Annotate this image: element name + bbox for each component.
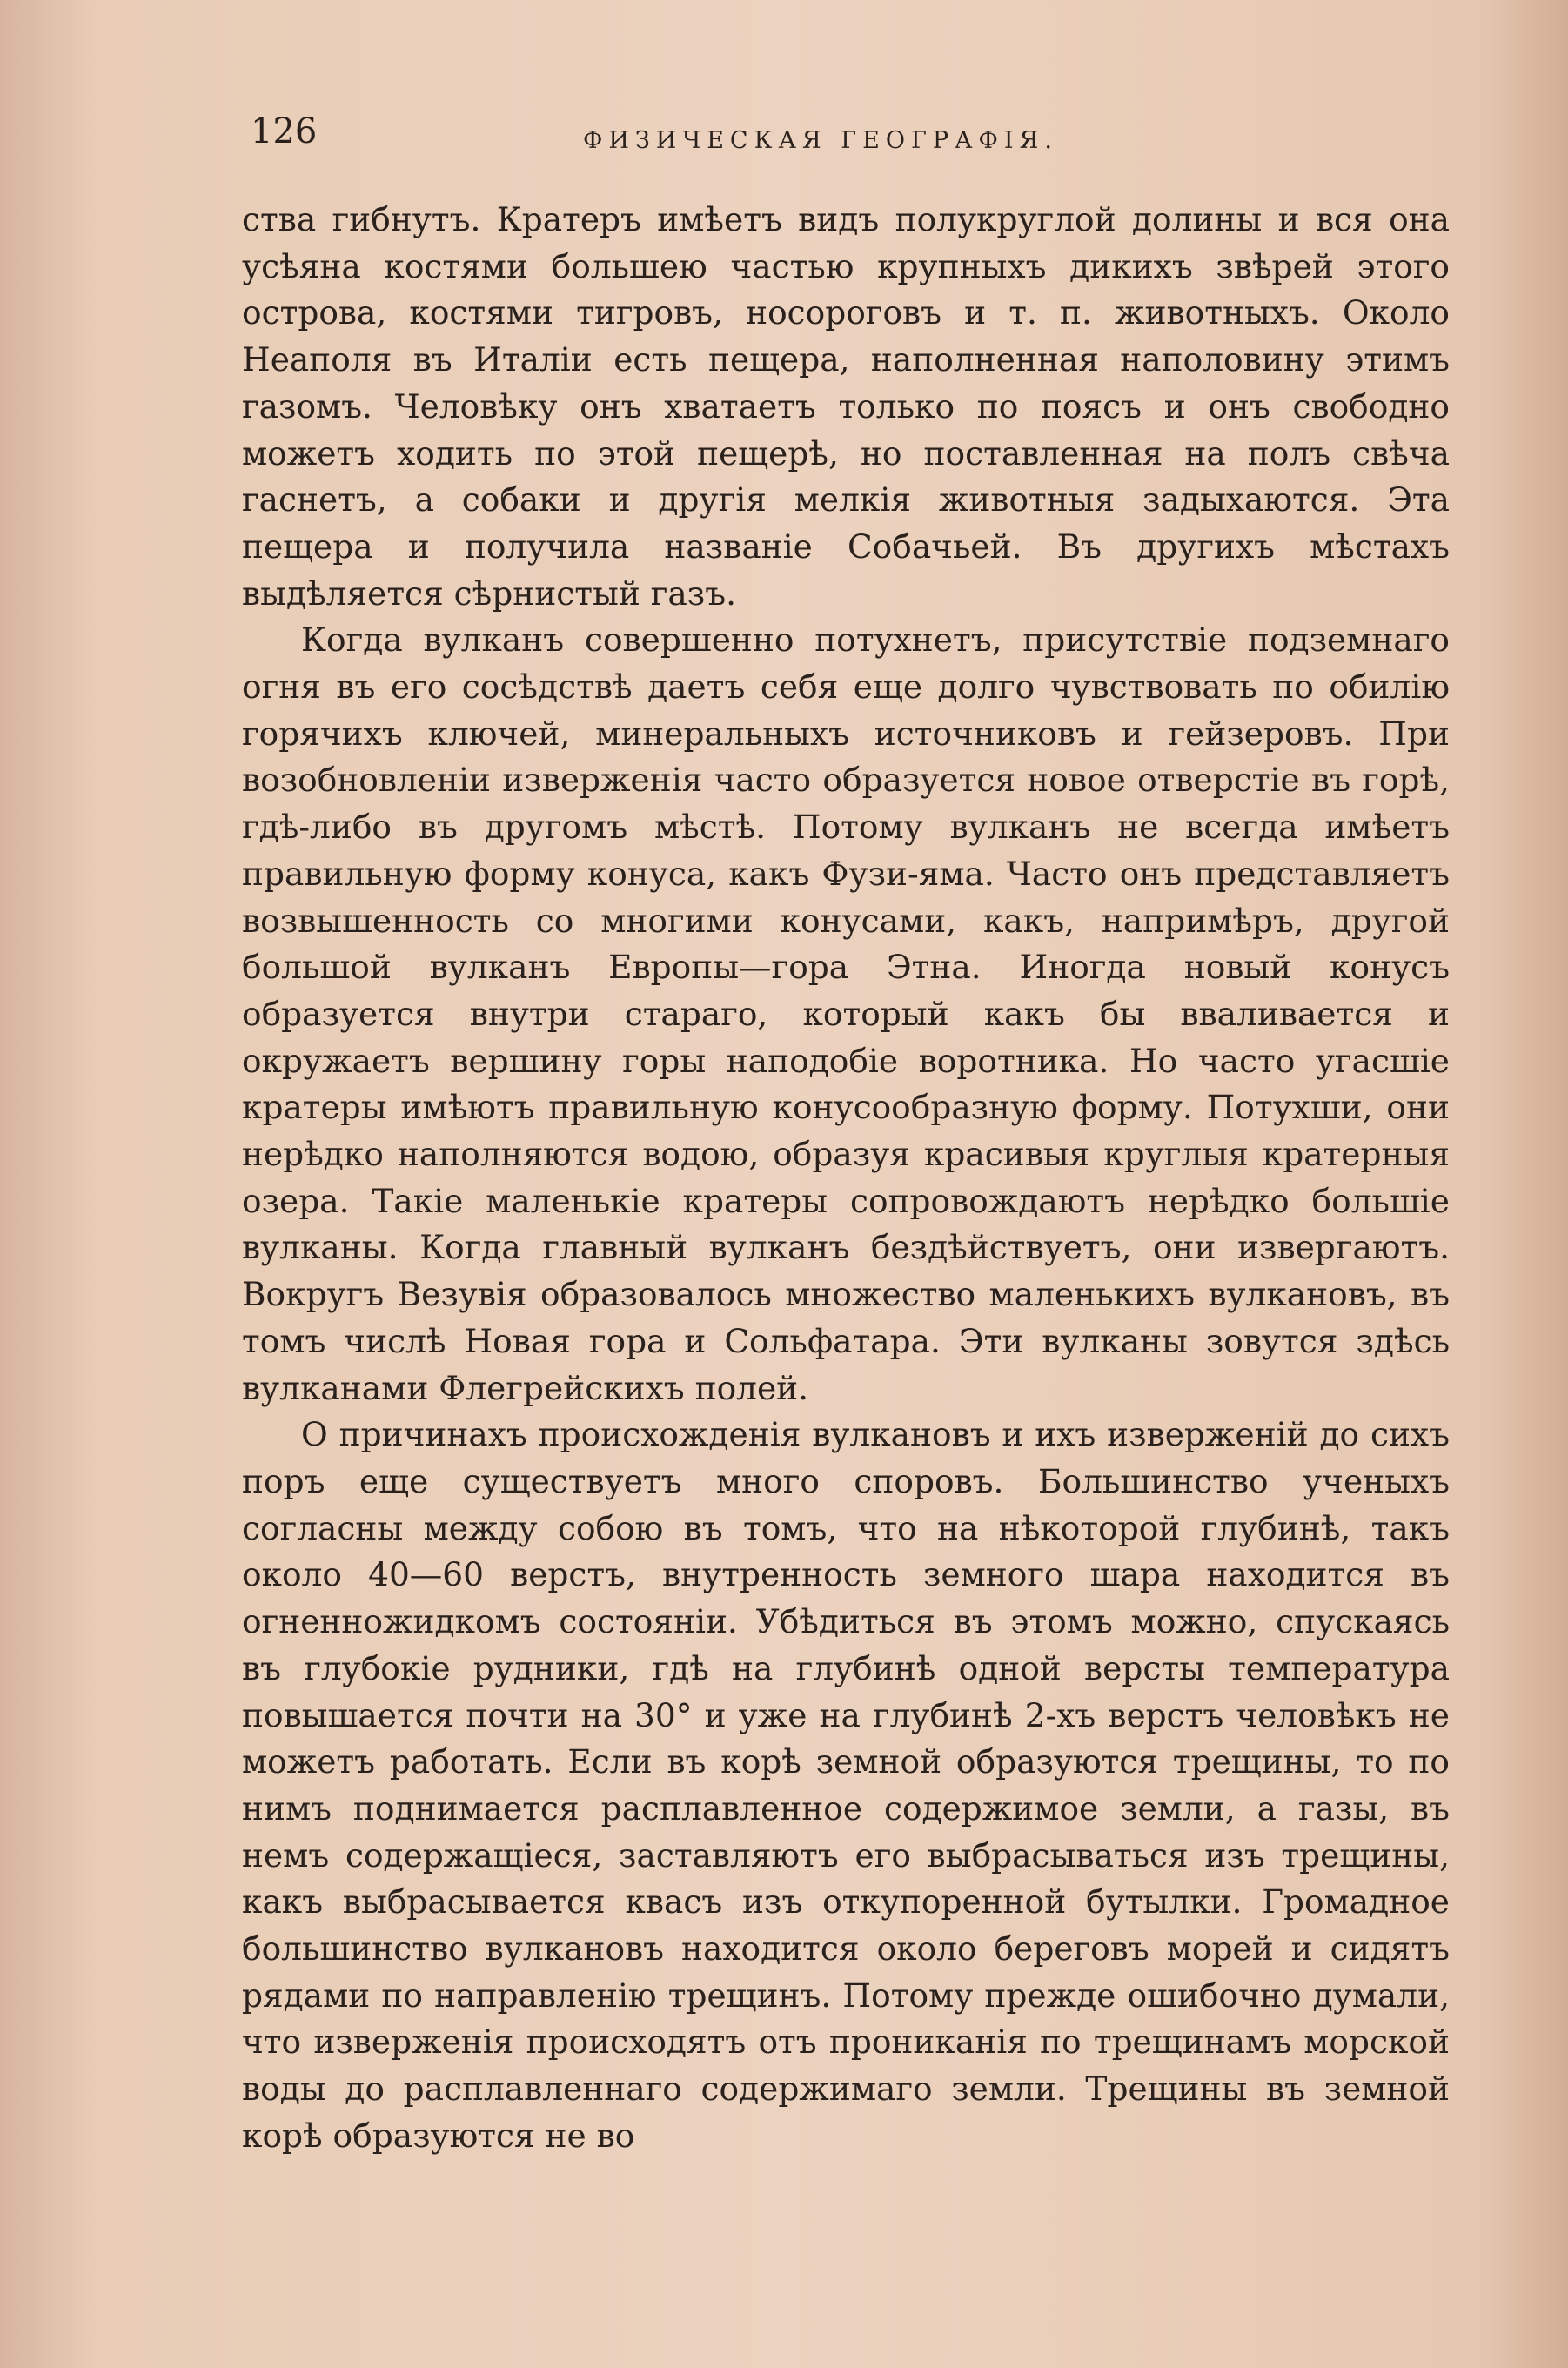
page-number: 126 [251, 111, 318, 151]
paragraph-3: О причинахъ происхожденія вулкановъ и ихъ изверженій до сихъ поръ еще существуетъ много споровъ. Большинство ученыхъ согласны между собою въ томъ, что на нѣкоторой глубинѣ, такъ около 40—60 верстъ, внутренность земного шара находится въ огненножидкомъ состояніи. Убѣдиться въ этомъ можно, спускаясь въ глубокіе рудники, гдѣ на глубинѣ одной версты температура повышается почти на 30° и уже на глубинѣ 2-хъ верстъ человѣкъ не можетъ работать. Если въ корѣ земной образуются трещины, то по нимъ поднимается расплавленное содержимое земли, а газы, въ немъ содержащіеся, заставляютъ его выбрасываться изъ трещины, какъ выбрасывается квасъ изъ откупоренной бутылки. Громадное большинство вулкановъ находится около береговъ морей и сидятъ рядами по направленію трещинъ. Потому прежде ошибочно думали, что изверженія происходятъ отъ прониканія по трещинамъ морской воды до расплавленнаго содержимаго земли. Трещины въ земной корѣ образуются не во [242, 1415, 1450, 2155]
body-text [242, 197, 1450, 2160]
page-header [244, 111, 1444, 164]
running-title: ФИЗИЧЕСКАЯ ГЕОГРАФІЯ. [583, 127, 1058, 154]
paragraph-1: ства гибнутъ. Кратеръ имѣетъ видъ полукруглой долины и вся она усѣяна костями большею частью крупныхъ дикихъ звѣрей этого острова, костями тигровъ, носороговъ и т. п. животныхъ. Около Неаполя въ Италіи есть пещера, наполненная наполовину этимъ газомъ. Человѣку онъ хватаетъ только по поясъ и онъ свободно можетъ ходить по этой пещерѣ, но поставленная на полъ свѣча гаснетъ, а собаки и другія мелкія животныя задыхаются. Эта пещера и получила названіе Собачьей. Въ другихъ мѣстахъ выдѣляется сѣрнистый газъ. [242, 200, 1450, 613]
paragraph-2: Когда вулканъ совершенно потухнетъ, присутствіе подземнаго огня въ его сосѣдствѣ даетъ себя еще долго чувствовать по обилію горячихъ ключей, минеральныхъ источниковъ и гейзеровъ. При возобновленіи изверженія часто образуется новое отверстіе въ горѣ, гдѣ-либо въ другомъ мѣстѣ. Потому вулканъ не всегда имѣетъ правильную форму конуса, какъ Фузи-яма. Часто онъ представляетъ возвышенность со многими конусами, какъ, напримѣръ, другой большой вулканъ Европы—гора Этна. Иногда новый конусъ образуется внутри стараго, который какъ бы вваливается и окружаетъ вершину горы наподобіе воротника. Но часто угасшіе кратеры имѣютъ правильную конусообразную форму. Потухши, они нерѣдко наполняются водою, образуя красивыя круглыя кратерныя озера. Такіе маленькіе кратеры сопровождаютъ нерѣдко большіе вулканы. Когда главный вулканъ бездѣйствуетъ, они извергаютъ. Вокругъ Везувія образовалось множество маленькихъ вулкановъ, въ томъ числѣ Новая гора и Сольфатара. Эти вулканы зовутся здѣсь вулканами Флегрейскихъ полей. [242, 621, 1450, 1407]
